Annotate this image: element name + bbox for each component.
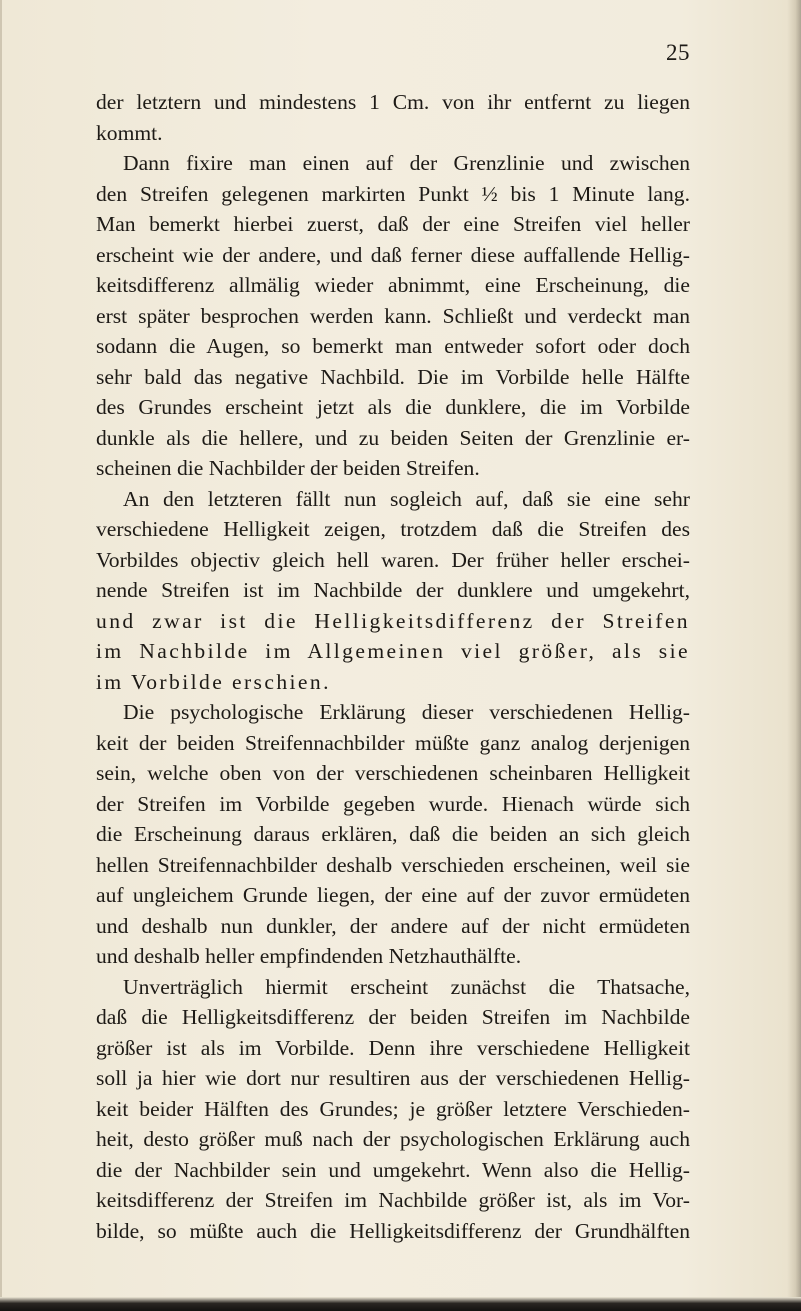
text-line: die Erscheinung daraus erklären, daß die beiden an sich gleich [96,822,690,846]
page-left-edge [0,0,2,1311]
page-right-edge-shadow [787,0,801,1311]
text-line: Dann fixire man einen auf der Grenzlinie und zwischen [123,151,690,175]
text-line: erst später besprochen werden kann. Schließt und verdeckt man [96,303,690,328]
text-line: sehr bald das negative Nachbild. Die im Vorbilde helle Hälfte [96,364,690,389]
text-line: auf ungleichem Grunde liegen, der eine auf der zuvor ermüdeten [96,883,690,907]
text-line: nende Streifen ist im Nachbilde der dunklere und umgekehrt, [96,578,690,602]
text-line: größer ist als im Vorbilde. Denn ihre verschiedene Helligkeit [96,1035,690,1060]
text-line: und zwar ist die Helligkeitsdifferenz der Streifen [96,608,690,633]
text-line: Vorbildes objectiv gleich hell waren. Der früher heller erschei- [96,547,690,572]
text-line: der Streifen im Vorbilde gegeben wurde. Hienach würde sich [96,791,690,816]
text-line: und deshalb heller empfindenden Netzhauthälfte. [96,944,522,968]
text-line: verschiedene Helligkeit zeigen, trotzdem daß die Streifen des [96,517,690,541]
text-line: bilde, so müßte auch die Helligkeitsdifferenz der Grundhälften [96,1218,690,1243]
text-line: soll ja hier wie dort nur resultiren aus der verschiedenen Hellig- [96,1066,690,1090]
text-line: Die psychologische Erklärung dieser verschiedenen Hellig- [123,700,690,724]
page-bottom-edge-shadow [0,1297,801,1311]
text-line: Unverträglich hiermit erscheint zunächst die Thatsache, [123,974,690,999]
body-text [96,87,690,1246]
text-line: sein, welche oben von der verschiedenen scheinbaren Helligkeit [96,761,690,785]
text-line: dunkle als die hellere, und zu beiden Seiten der Grenzlinie er- [96,425,690,450]
text-line: keit der beiden Streifennachbilder müßte ganz analog derjenigen [96,730,690,755]
text-line: An den letzteren fällt nun sogleich auf, daß sie eine sehr [123,486,690,511]
text-line: daß die Helligkeitsdifferenz der beiden Streifen im Nachbilde [96,1005,690,1029]
text-line: hellen Streifennachbilder deshalb verschieden erscheinen, weil sie [96,852,690,877]
text-line: im Nachbilde im Allgemeinen viel größer, als sie [96,639,690,663]
text-line: Man bemerkt hierbei zuerst, daß der eine Streifen viel heller [96,212,690,236]
text-line: erscheint wie der andere, und daß ferner diese auffallende Hellig- [96,242,690,267]
text-line: den Streifen gelegenen markirten Punkt ½ bis 1 Minute lang. [96,181,690,206]
text-line: keitsdifferenz allmälig wieder abnimmt, eine Erscheinung, die [96,273,690,297]
text-line: die der Nachbilder sein und umgekehrt. Wenn also die Hellig- [96,1157,690,1182]
text-line: heit, desto größer muß nach der psychologischen Erklärung auch [96,1127,690,1151]
text-line: und deshalb nun dunkler, der andere auf der nicht ermüdeten [96,913,690,938]
text-line: keitsdifferenz der Streifen im Nachbilde größer ist, als im Vor- [96,1188,690,1212]
text-line: scheinen die Nachbilder der beiden Streifen. [96,456,480,480]
text-line: sodann die Augen, so bemerkt man entweder sofort oder doch [96,334,690,358]
text-line: kommt. [96,120,163,145]
text-line: der letztern und mindestens 1 Cm. von ihr entfernt zu liegen [96,90,690,114]
page-number: 25 [666,40,690,65]
text-line: im Vorbilde erschien. [96,669,331,694]
text-line: keit beider Hälften des Grundes; je größer letztere Verschieden- [96,1096,690,1121]
text-line: des Grundes erscheint jetzt als die dunklere, die im Vorbilde [96,395,690,419]
